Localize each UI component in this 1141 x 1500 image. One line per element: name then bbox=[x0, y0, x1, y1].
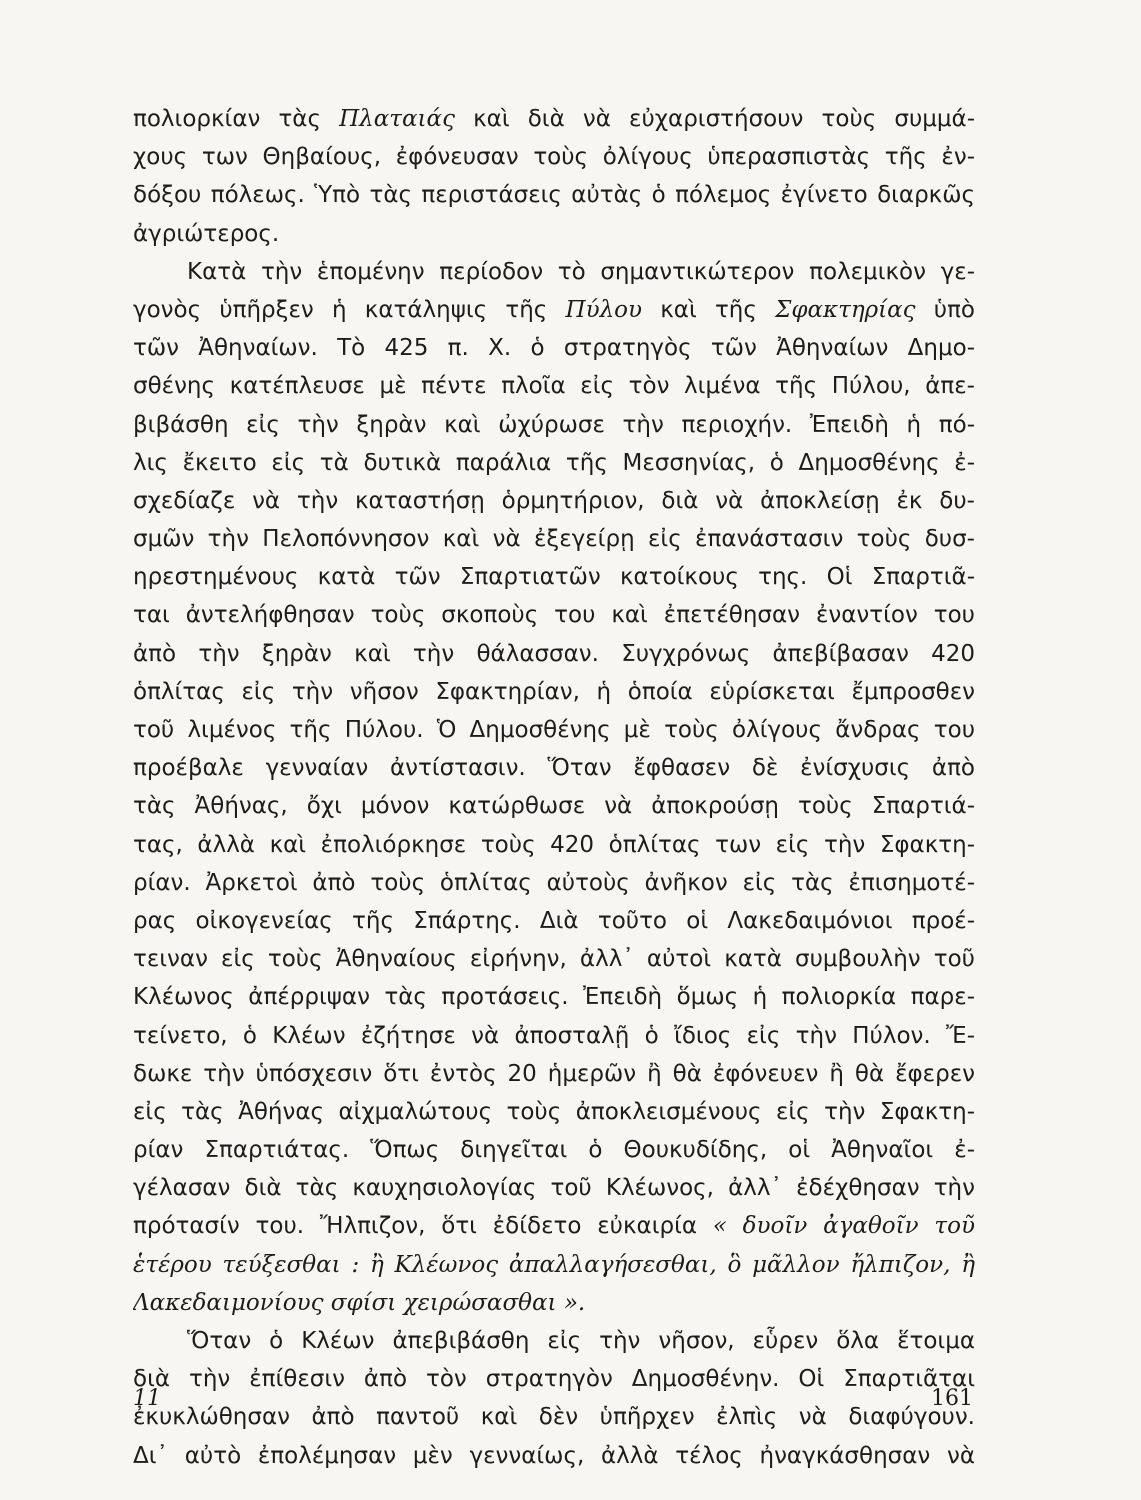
page-number: 161 bbox=[931, 1386, 973, 1411]
text-line: Κατὰ τὴν ἑπομένην περίοδον τὸ σημαντικώτερον πολεμικὸν γε- bbox=[187, 258, 975, 285]
italic-span: Σφακτηρίας bbox=[775, 296, 916, 323]
text-line: δωκε τὴν ὑπόσχεσιν ὅτι ἐντὸς 20 ἡμερῶν ἢ θὰ ἐφόνευεν ἢ θὰ ἔφερεν bbox=[133, 1060, 975, 1087]
text-line: σμῶν τὴν Πελοπόννησον καὶ νὰ ἐξεγείρῃ εἰς ἐπανάστασιν τοὺς δυσ- bbox=[133, 526, 975, 553]
text-line: Δι᾽ αὐτὸ ἐπολέμησαν μὲν γενναίως, ἀλλὰ τέλος ἠναγκάσθησαν νὰ bbox=[133, 1442, 975, 1469]
signature-mark: 11 bbox=[133, 1386, 161, 1411]
text-line: δόξου πόλεως. Ὑπὸ τὰς περιστάσεις αὐτὰς ὁ πόλεμος ἐγίνετο διαρκῶς bbox=[133, 182, 975, 209]
italic-span: ἑτέρου τεύξεσθαι : ἢ Κλέωνος ἀπαλλαγήσεσθαι, ὃ μᾶλλον ἤλπιζον, ἢ bbox=[133, 1251, 975, 1278]
text-span: ὑπὸ bbox=[915, 296, 975, 323]
text-line: γέλασαν διὰ τὰς καυχησιολογίας τοῦ Κλέωνος, ἀλλ᾽ ἐδέχθησαν τὴν bbox=[133, 1175, 975, 1202]
text-line bbox=[133, 1207, 975, 1245]
text-line: σχεδίαζε νὰ τὴν καταστήσῃ ὁρμητήριον, διὰ νὰ ἀποκλείσῃ ἐκ δυ- bbox=[133, 487, 975, 514]
italic-span: Πύλου bbox=[565, 296, 642, 323]
text-line: Ὅταν ὁ Κλέων ἀπεβιβάσθη εἰς τὴν νῆσον, εὗρεν ὅλα ἕτοιμα bbox=[187, 1328, 975, 1354]
italic-span: Λακεδαιμονίους σφίσι χειρώσασθαι ». bbox=[133, 1289, 586, 1316]
text-line: ρίαν Σπαρτιάτας. Ὅπως διηγεῖται ὁ Θουκυδίδης, οἱ Ἀθηναῖοι ἐ- bbox=[133, 1137, 975, 1164]
text-span: γονὸς ὑπῆρξεν ἡ κατάληψις τῆς bbox=[133, 296, 566, 323]
text-span: καὶ τῆς bbox=[642, 296, 776, 323]
text-line: χους των Θηβαίους, ἐφόνευσαν τοὺς ὀλίγους ὑπερασπιστὰς τῆς ἐν- bbox=[133, 144, 975, 171]
text-span: πολιορκίαν τὰς bbox=[133, 106, 340, 132]
text-line: ὁπλίτας εἰς τὴν νῆσον Σφακτηρίαν, ἡ ὁποία εὑρίσκεται ἔμπροσθεν bbox=[133, 678, 975, 705]
text-line: τείνετο, ὁ Κλέων ἐζήτησε νὰ ἀποσταλῇ ὁ ἴδιος εἰς τὴν Πύλον. Ἔ- bbox=[133, 1022, 975, 1049]
text-line: ἐκυκλώθησαν ἀπὸ παντοῦ καὶ δὲν ὑπῆρχεν ἐλπὶς νὰ διαφύγουν. bbox=[133, 1404, 975, 1431]
text-line: προέβαλε γενναίαν ἀντίστασιν. Ὅταν ἔφθασεν δὲ ἐνίσχυσις ἀπὸ bbox=[133, 755, 975, 782]
text-line: λις ἔκειτο εἰς τὰ δυτικὰ παράλια τῆς Μεσσηνίας, ὁ Δημοσθένης ἐ- bbox=[133, 449, 975, 476]
body-text bbox=[133, 100, 975, 1475]
text-line: τὰς Ἀθήνας, ὄχι μόνον κατώρθωσε νὰ ἀποκρούσῃ τοὺς Σπαρτιά- bbox=[133, 793, 975, 820]
text-line: ται ἀντελήφθησαν τοὺς σκοποὺς του καὶ ἐπετέθησαν ἐναντίον του bbox=[133, 602, 975, 629]
text-line: τας, ἀλλὰ καὶ ἐπολιόρκησε τοὺς 420 ὁπλίτας των εἰς τὴν Σφακτη- bbox=[133, 831, 975, 858]
text-span: καὶ διὰ νὰ εὐχαριστήσουν τοὺς συμμά- bbox=[454, 106, 975, 132]
text-line: Κλέωνος ἀπέρριψαν τὰς προτάσεις. Ἐπειδὴ ὅμως ἡ πολιορκία παρε- bbox=[133, 984, 975, 1011]
text-line: ἀγριώτερος. bbox=[133, 220, 280, 247]
text-line: διὰ τὴν ἐπίθεσιν ἀπὸ τὸν στρατηγὸν Δημοσθένην. Οἱ Σπαρτιᾶται bbox=[133, 1366, 975, 1393]
text-line: σθένης κατέπλευσε μὲ πέντε πλοῖα εἰς τὸν λιμένα τῆς Πύλου, ἀπε- bbox=[133, 373, 975, 400]
text-line bbox=[133, 291, 975, 329]
text-line bbox=[133, 100, 975, 138]
italic-span: « δυοῖν ἀγαθοῖν τοῦ bbox=[712, 1213, 975, 1240]
text-line: τοῦ λιμένος τῆς Πύλου. Ὁ Δημοσθένης μὲ τοὺς ὀλίγους ἄνδρας του bbox=[133, 717, 975, 743]
text-line: ἀπὸ τὴν ξηρὰν καὶ τὴν θάλασσαν. Συγχρόνως ἀπεβίβασαν 420 bbox=[133, 640, 975, 667]
text-line: ρας οἰκογενείας τῆς Σπάρτης. Διὰ τοῦτο οἱ Λακεδαιμόνιοι προέ- bbox=[133, 907, 975, 934]
text-line: ηρεστημένους κατὰ τῶν Σπαρτιατῶν κατοίκους της. Οἱ Σπαρτιᾶ- bbox=[133, 564, 975, 591]
text-line bbox=[133, 1246, 975, 1284]
text-line: βιβάσθη εἰς τὴν ξηρὰν καὶ ὠχύρωσε τὴν περιοχήν. Ἐπειδὴ ἡ πό- bbox=[133, 411, 975, 438]
italic-span: Πλαταιάς bbox=[339, 106, 455, 132]
text-line: εἰς τὰς Ἀθήνας αἰχμαλώτους τοὺς ἀποκλεισμένους εἰς τὴν Σφακτη- bbox=[133, 1098, 975, 1125]
text-line: τῶν Ἀθηναίων. Τὸ 425 π. Χ. ὁ στρατηγὸς τῶν Ἀθηναίων Δημο- bbox=[133, 335, 975, 362]
text-line bbox=[133, 1284, 975, 1322]
text-line: τειναν εἰς τοὺς Ἀθηναίους εἰρήνην, ἀλλ᾽ αὐτοὶ κατὰ συμβουλὴν τοῦ bbox=[133, 946, 975, 973]
text-span: πρότασίν του. Ἤλπιζον, ὅτι ἐδίδετο εὐκαιρία bbox=[133, 1213, 713, 1240]
text-line: ρίαν. Ἀρκετοὶ ἀπὸ τοὺς ὁπλίτας αὐτοὺς ἀνῆκον εἰς τὰς ἐπισημοτέ- bbox=[133, 869, 975, 896]
